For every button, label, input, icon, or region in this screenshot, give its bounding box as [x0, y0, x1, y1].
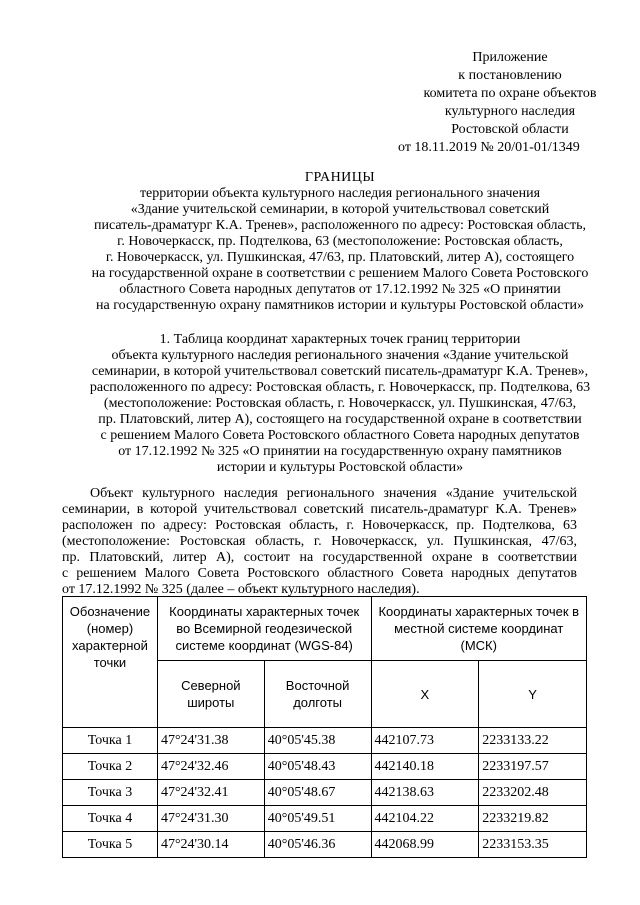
cell-latitude: 47°24'32.41	[157, 780, 264, 806]
cell-y: 2233219.82	[479, 806, 587, 832]
cell-point: Точка 4	[63, 806, 158, 832]
table-header-row	[63, 597, 587, 661]
cell-x: 442107.73	[371, 728, 479, 754]
cell-x: 442104.22	[371, 806, 479, 832]
paragraph-line: (местоположение: Ростовская область, г. Новочеркасск, ул. Пушкинская, 47/63,	[62, 534, 577, 549]
cell-x: 442068.99	[371, 832, 479, 858]
heading-line: на государственную охрану памятников истории и культуры Ростовской области»	[96, 298, 584, 313]
object-description-paragraph	[62, 486, 577, 598]
appendix-line: Приложение	[472, 50, 548, 65]
cell-point: Точка 2	[63, 754, 158, 780]
heading-line: на государственной охране в соответствии с решением Малого Совета Ростовского	[91, 266, 589, 281]
caption-line: (местоположение: Ростовская область, г. Новочеркасск, ул. Пушкинская, 47/63,	[103, 396, 577, 411]
header-x: X	[371, 661, 479, 728]
paragraph-line: семинарии, в которой учительствовал советский писатель-драматург К.А. Тренев»	[62, 502, 577, 517]
cell-longitude: 40°05'46.36	[264, 832, 371, 858]
heading-line: г. Новочеркасск, ул. Пушкинская, 47/63, пр. Платовский, литер А), состоящего	[105, 250, 575, 265]
caption-line: расположенного по адресу: Ростовская область, г. Новочеркасск, пр. Подтелкова, 63	[89, 380, 591, 395]
appendix-line: от 18.11.2019 № 20/01-01/1349	[398, 140, 580, 155]
caption-line: 1. Таблица координат характерных точек границ территории	[159, 332, 521, 347]
cell-latitude: 47°24'31.38	[157, 728, 264, 754]
table-row	[63, 780, 587, 806]
caption-line: объекта культурного наследия регионального значения «Здание учительской	[111, 348, 569, 363]
cell-y: 2233133.22	[479, 728, 587, 754]
header-wgs84: Координаты характерных точек во Всемирной геодезической системе координат (WGS-84)	[157, 597, 371, 661]
paragraph-line: Объект культурного наследия регионального значения «Здание учительской	[90, 486, 577, 501]
heading-line: писатель-драматург К.А. Тренев», расположенного по адресу: Ростовская область,	[94, 218, 586, 233]
appendix-line: к постановлению	[458, 68, 562, 83]
table-row	[63, 728, 587, 754]
cell-y: 2233202.48	[479, 780, 587, 806]
cell-latitude: 47°24'30.14	[157, 832, 264, 858]
cell-y: 2233153.35	[479, 832, 587, 858]
header-point-number: Обозначение (номер) характерной точки	[63, 597, 158, 728]
heading-line: областного Совета народных депутатов от 17.12.1992 № 325 «О принятии	[119, 282, 561, 297]
cell-y: 2233197.57	[479, 754, 587, 780]
paragraph-line: с решением Малого Совета Ростовского областного Совета народных депутатов	[62, 566, 577, 581]
cell-point: Точка 1	[63, 728, 158, 754]
table-caption	[40, 332, 640, 476]
caption-line: пр. Платовский, литер А), состоящего на государственной охране в соответствии	[98, 412, 582, 427]
table-row	[63, 806, 587, 832]
boundaries-heading	[40, 170, 640, 314]
caption-line: семинарии, в которой учительствовал советский писатель-драматург К.А. Тренев»,	[91, 364, 589, 379]
header-latitude: Северной широты	[157, 661, 264, 728]
caption-line: с решением Малого Совета Ростовского областного Совета народных депутатов	[100, 428, 580, 443]
header-msk: Координаты характерных точек в местной системе координат (МСК)	[371, 597, 587, 661]
heading-line: территории объекта культурного наследия регионального значения	[139, 186, 541, 201]
appendix-line: Ростовской области	[451, 122, 569, 137]
paragraph-line: пр. Платовский, литер А), состоит на государственной охране в соответствии	[62, 550, 577, 565]
caption-line: от 17.12.1992 № 325 «О принятии на государственную охрану памятников	[118, 444, 562, 459]
table-row	[63, 832, 587, 858]
table-row	[63, 754, 587, 780]
caption-line: истории и культуры Ростовской области»	[216, 460, 464, 475]
cell-longitude: 40°05'49.51	[264, 806, 371, 832]
cell-longitude: 40°05'48.43	[264, 754, 371, 780]
heading-title: ГРАНИЦЫ	[304, 170, 376, 185]
header-y: Y	[479, 661, 587, 728]
appendix-line: культурного наследия	[444, 104, 576, 119]
appendix-block	[380, 49, 640, 157]
paragraph-line: расположен по адресу: Ростовская область, г. Новочеркасск, пр. Подтелкова, 63	[62, 518, 577, 533]
cell-x: 442138.63	[371, 780, 479, 806]
heading-line: г. Новочеркасск, пр. Подтелкова, 63 (местоположение: Ростовская область,	[117, 234, 563, 249]
cell-point: Точка 3	[63, 780, 158, 806]
cell-x: 442140.18	[371, 754, 479, 780]
cell-latitude: 47°24'32.46	[157, 754, 264, 780]
cell-latitude: 47°24'31.30	[157, 806, 264, 832]
cell-longitude: 40°05'45.38	[264, 728, 371, 754]
paragraph-line: от 17.12.1992 № 325 (далее – объект культурного наследия).	[62, 582, 420, 597]
cell-longitude: 40°05'48.67	[264, 780, 371, 806]
header-longitude: Восточной долготы	[264, 661, 371, 728]
cell-point: Точка 5	[63, 832, 158, 858]
appendix-line: комитета по охране объектов	[423, 86, 597, 101]
heading-line: «Здание учительской семинарии, в которой учительствовал советский	[130, 202, 550, 217]
coordinates-table	[62, 596, 587, 858]
